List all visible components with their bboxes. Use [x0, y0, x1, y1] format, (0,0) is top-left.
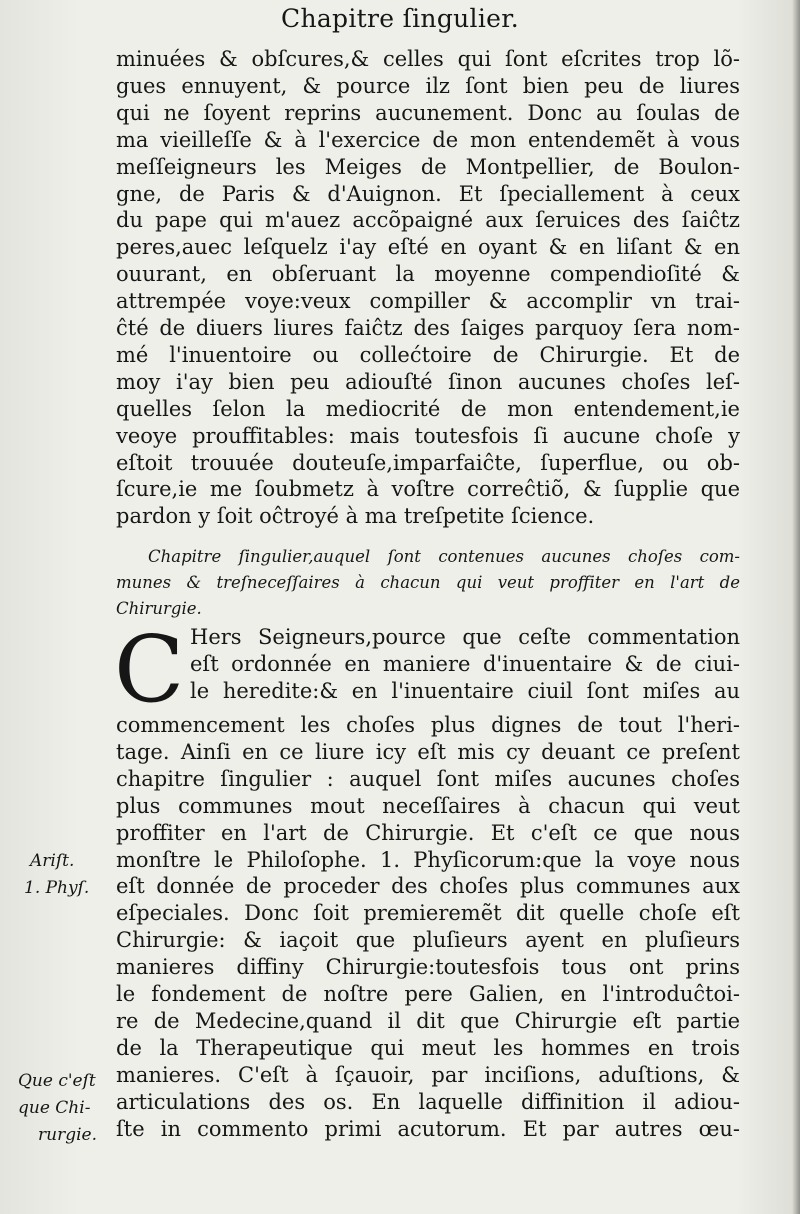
text-line: Chirurgie: & iaçoit que pluſieurs ayent en pluſieurs — [116, 928, 740, 953]
text-line: eſt donnée de proceder des choſes plus communes aux — [116, 874, 740, 899]
text-line: tage. Ainſi en ce liure icy eſt mis cy deuant ce preſent — [116, 739, 740, 764]
margin-note-rurgie: rurgie. — [38, 1125, 97, 1145]
text-line: ma vieilleſſe & à l'exercice de mon entendemẽt à vous — [116, 127, 740, 152]
text-line: qui ne ſoyent reprins aucunement. Donc au ſoulas de — [116, 100, 740, 125]
margin-note-phys: 1. Phyſ. — [24, 878, 90, 898]
text-line: chapitre ſingulier : auquel ſont miſes aucunes choſes — [116, 766, 740, 791]
text-line: attrempée voye:veux compiller & accomplir vn trai- — [116, 289, 740, 314]
text-line: proffiter en l'art de Chirurgie. Et c'eſt ce que nous — [116, 820, 740, 845]
text-line: le heredite:& en l'inuentaire ciuil ſont miſes au — [190, 678, 740, 703]
text-line: plus communes mout neceſſaires à chacun qui veut — [116, 793, 740, 818]
text-line: monſtre le Philoſophe. 1. Phyſicorum:que la voye nous — [116, 847, 740, 872]
text-line: moy i'ay bien peu adiouſté ſinon aucunes choſes leſ- — [116, 369, 740, 394]
text-line: mé l'inuentoire ou collećtoire de Chirurgie. Et de — [116, 342, 740, 367]
margin-note-arist: Ariſt. — [30, 851, 75, 871]
text-line: commencement les choſes plus dignes de tout l'heri- — [116, 713, 740, 737]
text-line: pardon y ſoit oĉtroyé à ma treſpetite ſcience. — [116, 504, 595, 529]
heading-line: Chapitre ſingulier,auquel ſont contenues aucunes choſes com- — [148, 547, 740, 566]
text-line: gne, de Paris & d'Auignon. Et ſpeciallement à ceux — [116, 181, 740, 206]
text-line: manieres diffiny Chirurgie:toutesfois tous ont prins — [116, 955, 740, 980]
text-line: du pape qui m'auez accõpaigné aux ſeruices des ſaiĉtz — [116, 208, 740, 233]
text-line: eſt ordonnée en maniere d'inuentaire & de ciui- — [190, 651, 740, 676]
text-line: eſpeciales. Donc ſoit premieremẽt dit quelle choſe eſt — [116, 901, 740, 926]
text-line: eſtoit trouuée douteuſe,imparfaiĉte, ſuperflue, ou ob- — [116, 450, 740, 475]
text-line: veoye prouffitables: mais toutesfois ſi aucune choſe y — [116, 423, 740, 448]
heading-line: Chirurgie. — [116, 599, 202, 618]
text-line: gues ennuyent, & pource ilz ſont bien peu de liures — [116, 73, 740, 98]
running-head: Chapitre ſingulier. — [281, 4, 519, 33]
page-edge-shadow — [792, 0, 800, 1214]
text-line: manieres. C'eſt à ſçauoir, par inciſions, aduſtions, & — [116, 1062, 740, 1087]
text-line: le fondement de noſtre pere Galien, en l'introduĉtoi- — [116, 982, 740, 1006]
text-line: peres,auec leſquelz i'ay eſté en oyant & en liſant & en — [116, 235, 740, 260]
text-line: ſcure,ie me ſoubmetz à voſtre correĉtiõ, & ſupplie que — [116, 477, 740, 502]
text-line: articulations des os. En laquelle diffinition il adiou- — [116, 1089, 740, 1114]
heading-line: munes & treſneceſſaires à chacun qui veut proffiter en l'art de — [116, 573, 740, 592]
margin-note-que-cest: Que c'eſt — [18, 1071, 96, 1091]
text-line: meſſeigneurs les Meiges de Montpellier, de Boulon- — [116, 154, 740, 179]
text-line: ouurant, en obſeruant la moyenne compendioſité & — [116, 262, 740, 287]
margin-note-que-chi: que Chi- — [18, 1098, 91, 1118]
text-line: Hers Seigneurs,pource que ceſte commentation — [190, 625, 740, 649]
drop-cap: C — [114, 616, 185, 723]
text-line: quelles ſelon la mediocrité de mon entendement,ie — [116, 396, 740, 421]
text-line: de la Therapeutique qui meut les hommes en trois — [116, 1035, 740, 1060]
text-line: ĉté de diuers liures faiĉtz des ſaiges parquoy ſera nom- — [116, 316, 740, 340]
text-line: ſte in commento primi acutorum. Et par autres œu- — [116, 1116, 740, 1141]
text-line: minuées & obſcures,& celles qui ſont eſcrites trop lõ- — [116, 47, 740, 71]
text-line: re de Medecine,quand il dit que Chirurgie eſt partie — [116, 1008, 740, 1033]
